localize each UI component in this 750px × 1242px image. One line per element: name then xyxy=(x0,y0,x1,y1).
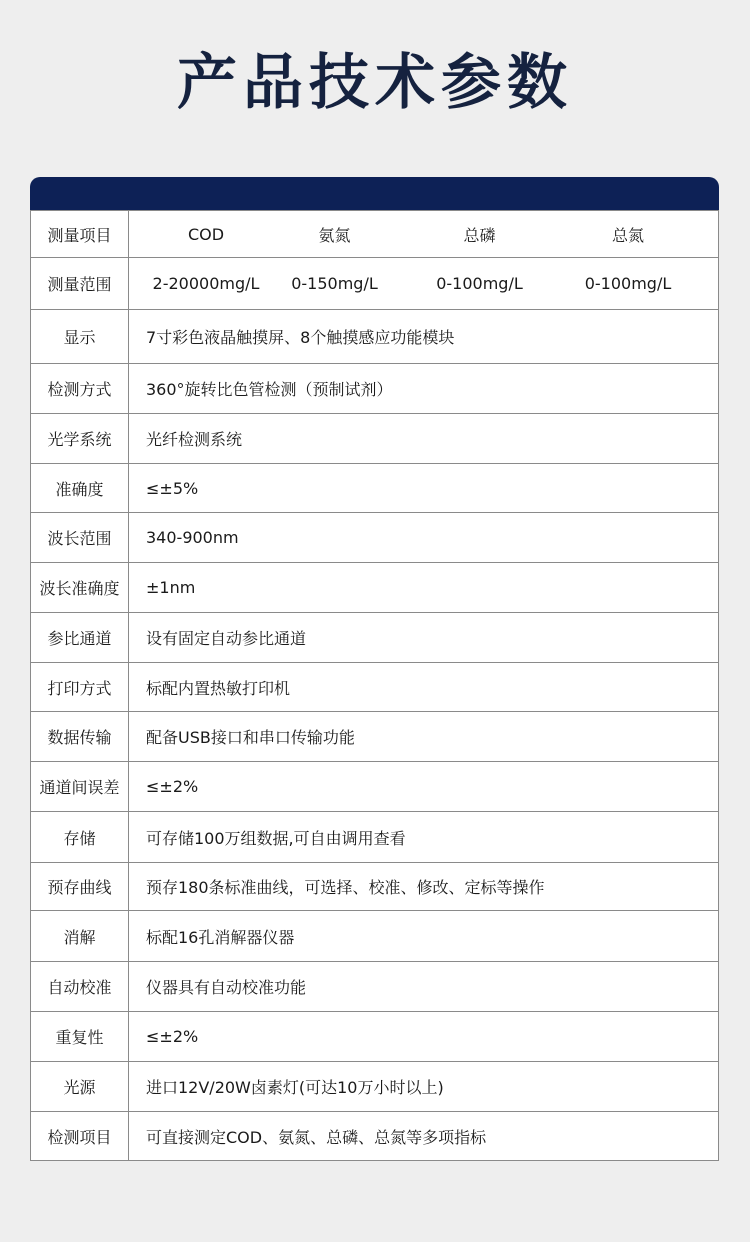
table-row xyxy=(31,911,719,962)
row-label: 光源 xyxy=(31,1062,129,1112)
row-label: 参比通道 xyxy=(31,613,129,663)
item-ammonia: 氨氮 xyxy=(318,225,351,245)
table-row xyxy=(31,563,719,613)
table-row xyxy=(31,812,719,863)
row-value: ≤±2% xyxy=(129,1012,719,1062)
row-value: 预存180条标准曲线，可选择、校准、修改、定标等操作 xyxy=(129,863,719,911)
row-label: 预存曲线 xyxy=(31,863,129,911)
row-value: 设有固定自动参比通道 xyxy=(129,613,719,663)
row-label: 光学系统 xyxy=(31,414,129,464)
table-row xyxy=(31,1112,719,1161)
table-row-range xyxy=(31,258,719,310)
range-cod: 2-20000mg/L xyxy=(152,274,260,293)
row-value: 配备USB接口和串口传输功能 xyxy=(129,712,719,762)
row-value: 标配内置热敏打印机 xyxy=(129,663,719,712)
range-nitrogen: 0-100mg/L xyxy=(584,274,672,293)
row-label: 重复性 xyxy=(31,1012,129,1062)
table-row xyxy=(31,663,719,712)
table-row xyxy=(31,414,719,464)
row-label: 测量项目 xyxy=(31,211,129,258)
page-title: 产品技术参数 xyxy=(177,48,573,118)
table-row xyxy=(31,712,719,762)
table-row xyxy=(31,1012,719,1062)
row-value: 进口12V/20W卤素灯(可达10万小时以上) xyxy=(129,1062,719,1112)
row-value: 标配16孔消解器仪器 xyxy=(129,911,719,962)
row-value: 340-900nm xyxy=(129,513,719,563)
table-row xyxy=(31,310,719,364)
table-row xyxy=(31,513,719,563)
spec-table-body xyxy=(30,210,719,1161)
spec-table xyxy=(30,177,719,1161)
row-label: 检测项目 xyxy=(31,1112,129,1161)
row-label: 测量范围 xyxy=(31,258,129,310)
row-label: 存储 xyxy=(31,812,129,863)
item-phosphorus: 总磷 xyxy=(463,225,496,245)
table-row xyxy=(31,613,719,663)
row-value: ≤±5% xyxy=(129,464,719,513)
row-label: 打印方式 xyxy=(31,663,129,712)
row-value: 光纤检测系统 xyxy=(129,414,719,464)
table-header-bar xyxy=(30,177,719,210)
row-value: 可直接测定COD、氨氮、总磷、总氮等多项指标 xyxy=(129,1112,719,1161)
row-values xyxy=(129,211,719,258)
row-label: 数据传输 xyxy=(31,712,129,762)
row-values xyxy=(129,258,719,310)
row-value: 360°旋转比色管检测（预制试剂） xyxy=(129,364,719,414)
row-value: 仪器具有自动校准功能 xyxy=(129,962,719,1012)
table-row xyxy=(31,1062,719,1112)
row-value: ±1nm xyxy=(129,563,719,613)
item-cod: COD xyxy=(187,224,225,244)
row-value: ≤±2% xyxy=(129,762,719,812)
row-label: 准确度 xyxy=(31,464,129,513)
row-value: 7寸彩色液晶触摸屏、8个触摸感应功能模块 xyxy=(129,310,719,364)
table-row xyxy=(31,464,719,513)
table-row xyxy=(31,364,719,414)
table-row xyxy=(31,962,719,1012)
item-nitrogen: 总氮 xyxy=(611,225,644,245)
row-label: 通道间误差 xyxy=(31,762,129,812)
range-phosphorus: 0-100mg/L xyxy=(436,274,523,293)
row-label: 自动校准 xyxy=(31,962,129,1012)
row-label: 检测方式 xyxy=(31,364,129,414)
row-label: 波长准确度 xyxy=(31,563,129,613)
row-value: 可存储100万组数据,可自由调用查看 xyxy=(129,812,719,863)
table-row xyxy=(31,863,719,911)
row-label: 显示 xyxy=(31,310,129,364)
table-row xyxy=(31,762,719,812)
row-label: 波长范围 xyxy=(31,513,129,563)
table-row-items xyxy=(31,211,719,258)
range-ammonia: 0-150mg/L xyxy=(291,274,378,293)
row-label: 消解 xyxy=(31,911,129,962)
